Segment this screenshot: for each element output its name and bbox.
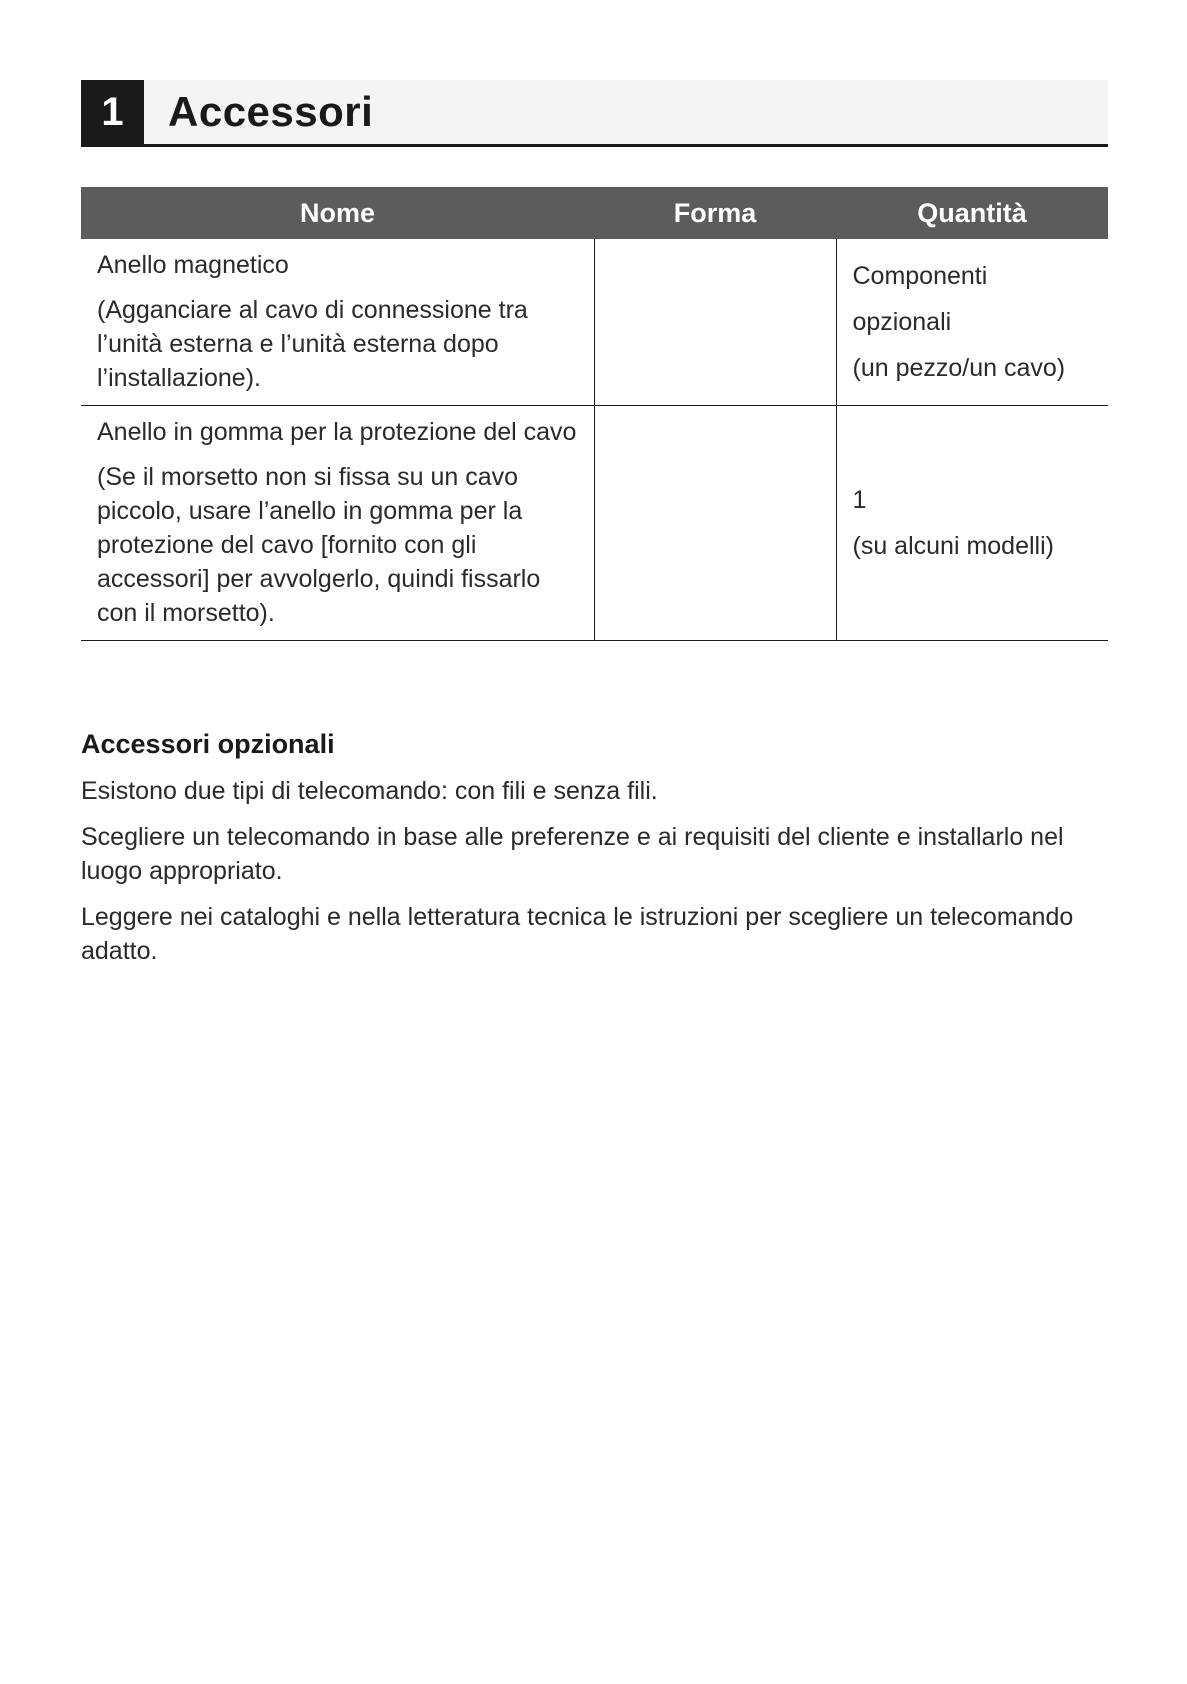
accessory-name: Anello magnetico [97, 251, 289, 279]
column-header-nome: Nome [81, 187, 594, 239]
cell-nome [81, 239, 594, 406]
optional-accessories-title: Accessori opzionali [81, 729, 335, 759]
paragraph-remote-types: Esistono due tipi di telecomando: con fili e senza fili. [81, 777, 658, 805]
section-number: 1 [81, 80, 144, 144]
quantity-note: (un pezzo/un cavo) [852, 354, 1066, 382]
page [81, 80, 1108, 980]
section-header [81, 80, 1108, 147]
table-header-row [81, 187, 1108, 239]
paragraph-remote-choice: Scegliere un telecomando in base alle preferenze e ai requisiti del cliente e installarlo nel luogo appropriato. [81, 823, 1064, 885]
quantity-line: 1 [852, 486, 867, 514]
section-title: Accessori [168, 88, 374, 135]
quantity-line: Componenti opzionali [852, 262, 988, 336]
cell-quantita [836, 239, 1108, 406]
accessory-description: (Se il morsetto non si fissa su un cavo piccolo, usare l’anello in gomma per la protezione del cavo [fornito con gli accessori] per avvolgerlo, quindi fissarlo con il morsetto). [97, 463, 541, 627]
paragraph-catalog-reference: Leggere nei cataloghi e nella letteratura tecnica le istruzioni per scegliere un telecomando adatto. [81, 903, 1074, 965]
column-header-quantita: Quantità [836, 187, 1108, 239]
accessories-table [81, 187, 1108, 641]
cell-forma [594, 239, 836, 406]
accessory-name: Anello in gomma per la protezione del cavo [97, 418, 577, 446]
cell-nome [81, 406, 594, 641]
table-row [81, 406, 1108, 641]
quantity-note: (su alcuni modelli) [852, 532, 1054, 560]
optional-accessories-section [81, 729, 1108, 968]
column-header-forma: Forma [594, 187, 836, 239]
cell-quantita [836, 406, 1108, 641]
accessory-description: (Agganciare al cavo di connessione tra l’unità esterna e l’unità esterna dopo l’installazione). [97, 296, 528, 392]
cell-forma [594, 406, 836, 641]
table-row [81, 239, 1108, 406]
